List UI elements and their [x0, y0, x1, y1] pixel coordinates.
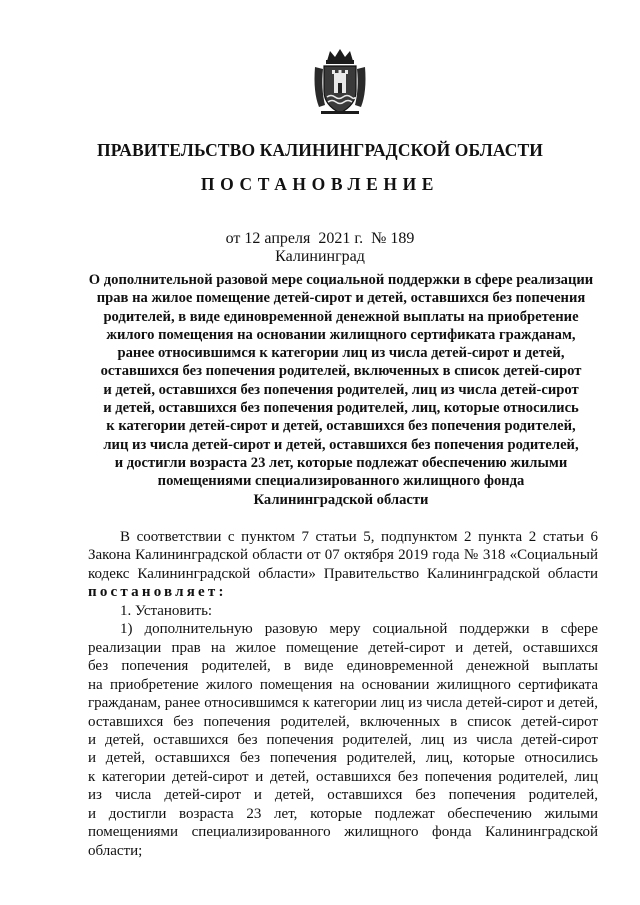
body-line: помещениями специализированного жилищного фонда Калининградской	[88, 824, 598, 841]
subject-line: и достигли возраста 23 лет, которые подлежат обеспечению жилыми	[114, 454, 568, 471]
document-type-heading: ПОСТАНОВЛЕНИЕ	[200, 174, 440, 194]
body-line: на приобретение жилого помещения на основании жилищного сертификата	[88, 676, 598, 693]
clause-1-heading: 1. Установить:	[120, 602, 213, 619]
body-line: и достигли возраста 23 лет, которые подлежат обеспечению жилыми	[88, 805, 598, 822]
body-line: В соответствии с пунктом 7 статьи 5, подпунктом 2 пункта 2 статьи 6	[120, 529, 598, 545]
coat-of-arms-emblem	[311, 47, 369, 117]
document-subject	[86, 271, 596, 509]
subject-line: оставшихся без попечения родителей, включенных в список детей-сирот	[100, 363, 582, 380]
document-number: 189	[390, 230, 415, 247]
body-line: Закона Калининградской области от 07 октября 2019 года № 318 «Социальный	[88, 547, 598, 564]
city-name: Калининград	[275, 248, 365, 265]
subject-line: прав на жилое помещение детей-сирот и детей, оставшихся без попечения	[96, 290, 586, 307]
document-date: 12 апреля 2021 г.	[244, 230, 364, 247]
body-line: реализации прав на жилое помещение детей-сирот и детей, оставшихся	[88, 639, 598, 656]
subject-line: и детей, оставшихся без попечения родителей, лиц из числа детей-сирот	[103, 381, 579, 398]
subject-line: О дополнительной разовой мере социальной поддержки в сфере реализации	[88, 272, 594, 288]
body-line: к категории детей-сирот и детей, оставшихся без попечения родителей, лиц	[88, 768, 598, 785]
body-line: кодекс Калининградской области» Правительство Калининградской области	[88, 565, 598, 582]
subject-line: родителей, в виде единовременной денежной выплаты на приобретение	[103, 308, 579, 325]
date-number-line	[0, 230, 640, 248]
subject-line: ранее относившимся к категории лиц из числа детей-сирот и детей,	[117, 345, 565, 362]
resolves-statement: постановляет:	[88, 584, 227, 601]
number-sign: №	[371, 230, 387, 247]
body-line: области;	[88, 842, 143, 859]
body-line: гражданам, ранее относившимся к категории лиц из числа детей-сирот и детей,	[88, 695, 598, 712]
body-line: без попечения родителей, в виде единовременной денежной выплаты	[88, 658, 598, 675]
date-prefix: от	[225, 230, 241, 247]
subject-line: помещениями специализированного жилищного фонда	[157, 473, 525, 490]
body-line: оставшихся без попечения родителей, включенных в список детей-сирот	[88, 713, 598, 730]
body-line: из числа детей-сирот и детей, оставшихся без попечения родителей,	[88, 787, 598, 804]
body-line: и детей, оставшихся без попечения родителей, лиц, которые относились	[88, 750, 598, 767]
subject-line: и детей, оставшихся без попечения родителей, лиц, которые относились	[103, 400, 579, 417]
subject-line: Калининградской области	[253, 491, 429, 508]
body-line: 1) дополнительную разовую меру социальной поддержки в сфере	[120, 621, 598, 638]
subject-line: лиц из числа детей-сирот и детей, оставшихся без попечения родителей,	[103, 436, 579, 453]
subject-line: к категории детей-сирот и детей, оставшихся без попечения родителей,	[106, 418, 576, 435]
body-line: и детей, оставшихся без попечения родителей, лиц из числа детей-сирот	[88, 731, 598, 748]
document-body	[88, 528, 598, 860]
government-title: ПРАВИТЕЛЬСТВО КАЛИНИНГРАДСКОЙ ОБЛАСТИ	[97, 140, 543, 160]
subject-line: жилого помещения на основании жилищного сертификата гражданам,	[106, 326, 576, 343]
